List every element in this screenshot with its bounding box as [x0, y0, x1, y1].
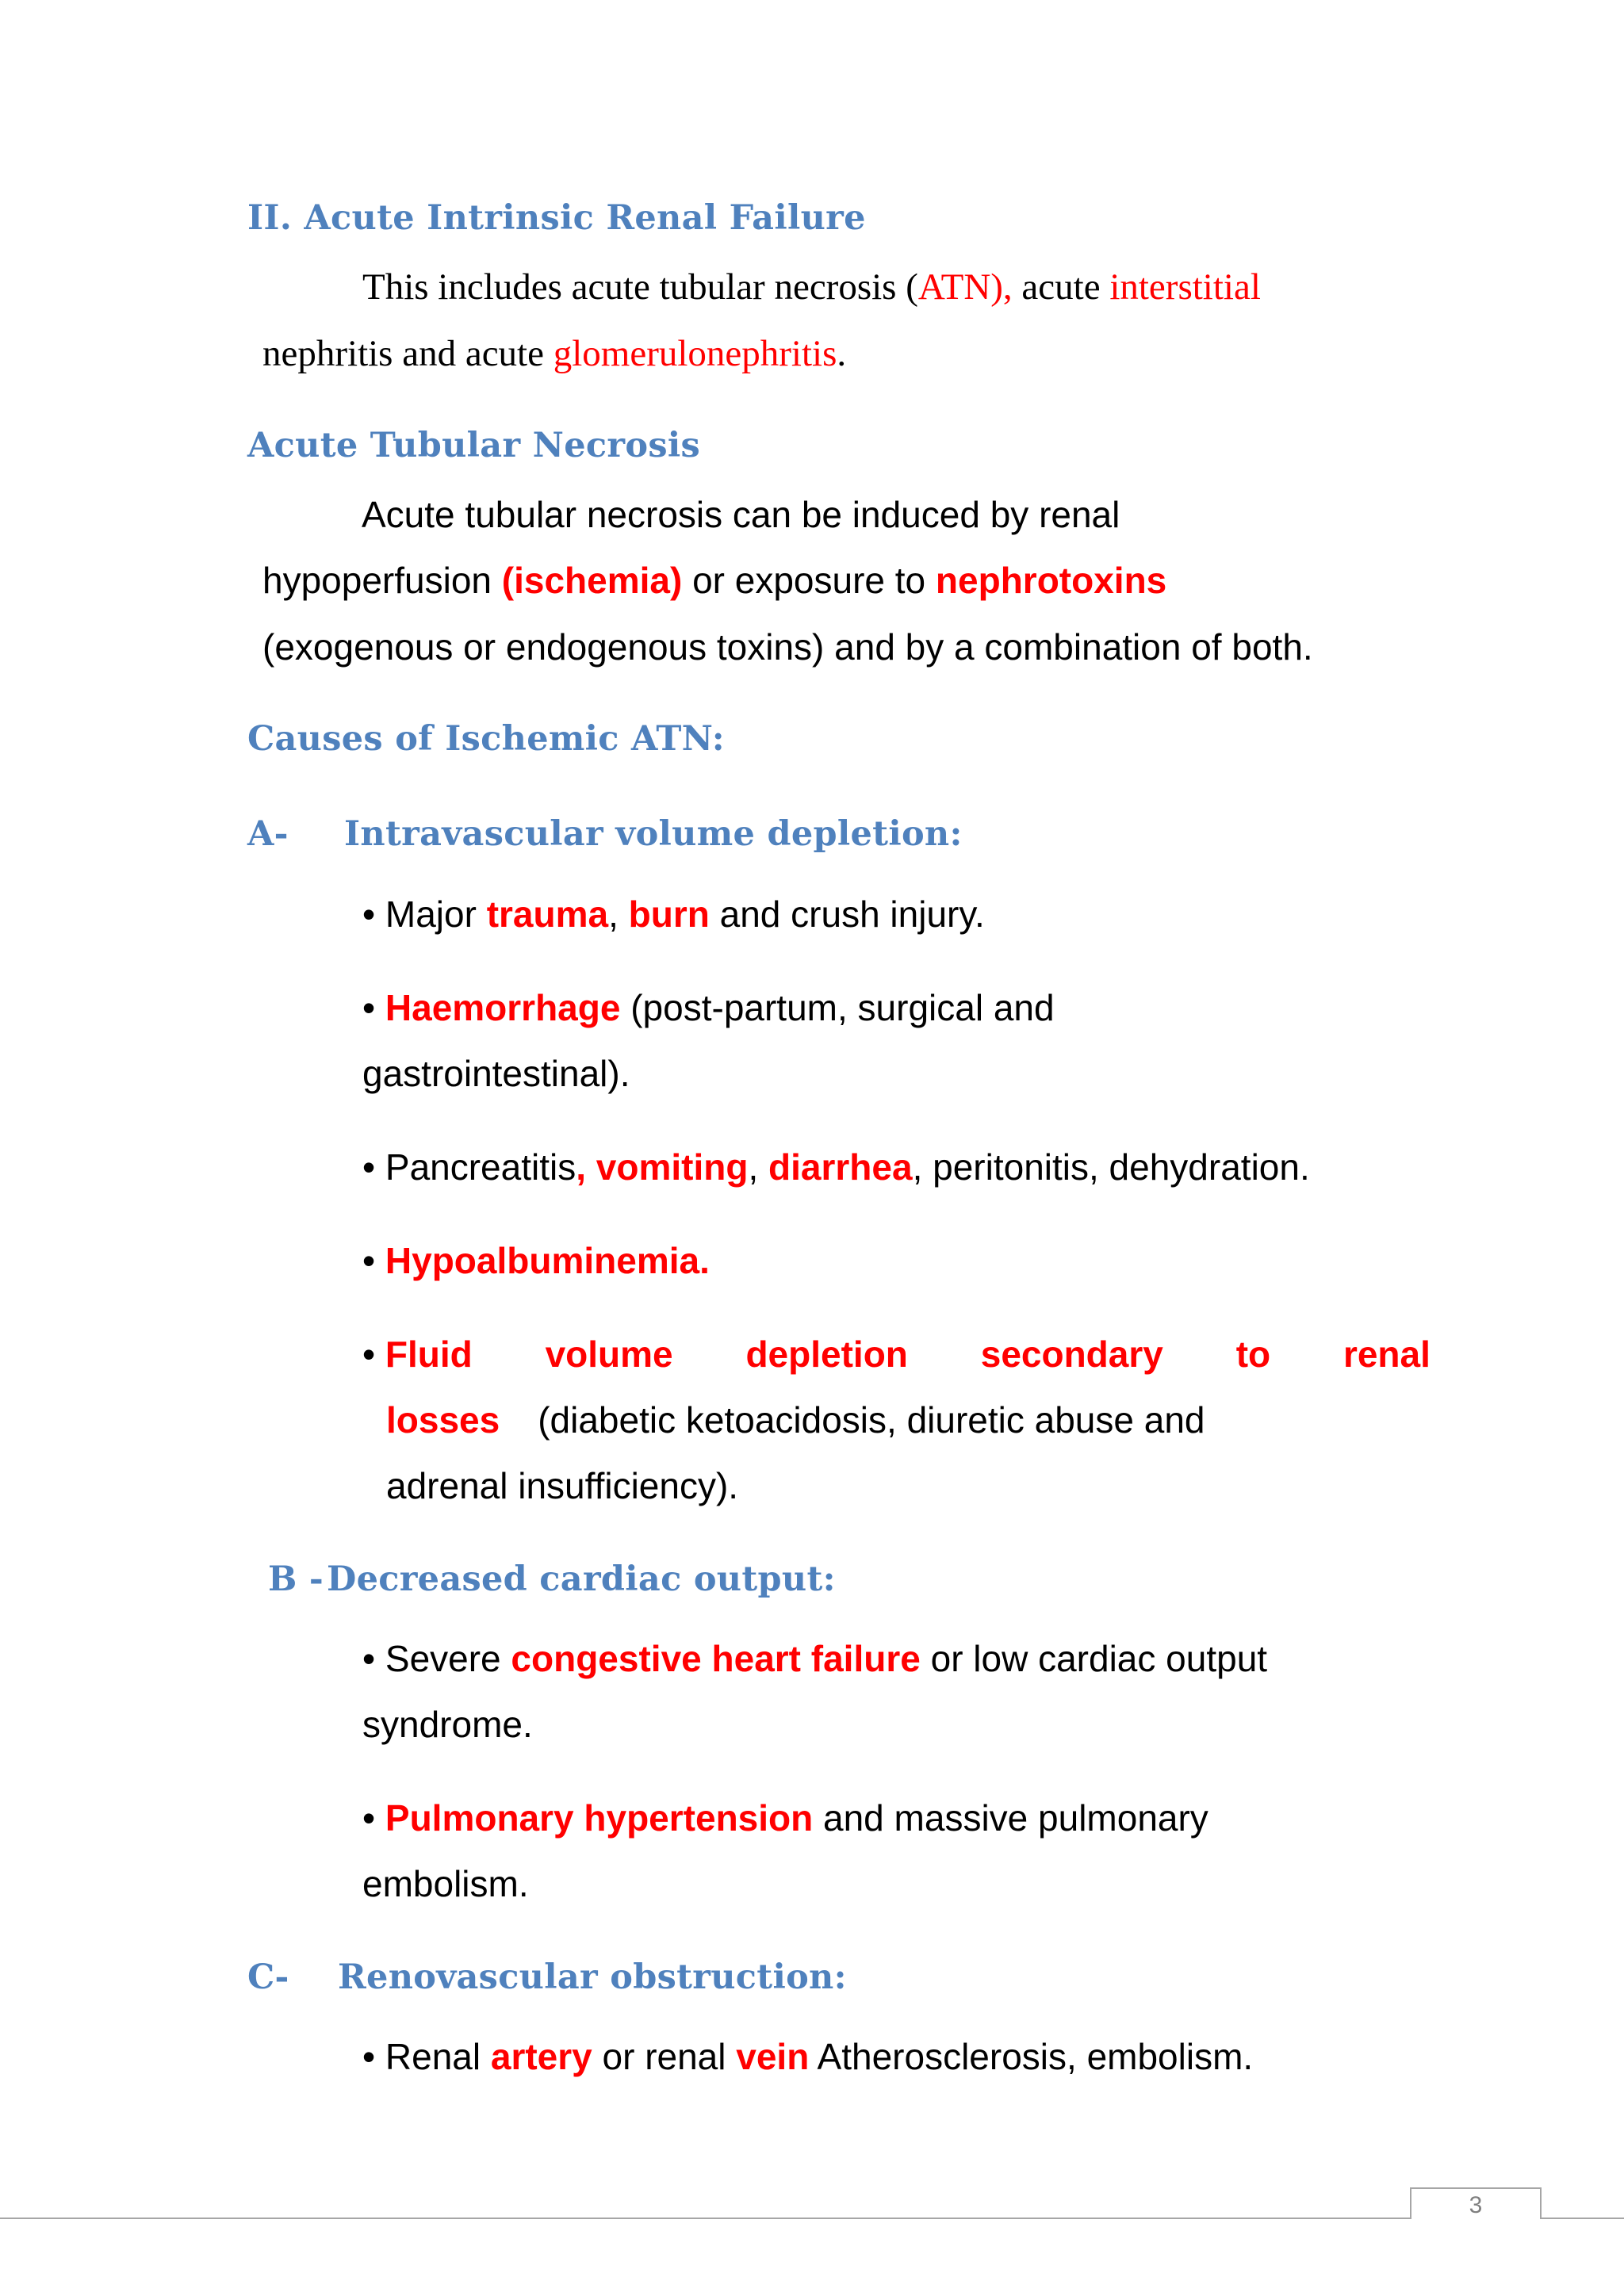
list-item-continuation: syndrome. [362, 1704, 533, 1745]
list-item-continuation: gastrointestinal). [362, 1053, 630, 1094]
section-c-letter: C- [247, 1957, 289, 1997]
page-number: 3 [1469, 2192, 1483, 2218]
atn-line-2: hypoperfusion (ischemia) or exposure to nephrotoxins [262, 560, 1167, 601]
list-item: • Pulmonary hypertension and massive pulmonary [362, 1797, 1208, 1839]
bullet-icon: • [362, 1146, 376, 1188]
bullet-icon: • [362, 1638, 376, 1679]
list-item: • Major trauma, burn and crush injury. [362, 894, 985, 935]
intro-line-2: nephritis and acute glomerulonephritis. [262, 333, 847, 374]
list-item-continuation: adrenal insufficiency). [386, 1465, 739, 1506]
list-item: • Renal artery or renal vein Atherosclerosis, embolism. [362, 2036, 1254, 2077]
bullet-icon: • [362, 1334, 376, 1375]
atn-heading: Acute Tubular Necrosis [247, 426, 700, 465]
section-a-letter: A- [247, 814, 289, 854]
footer-rule [0, 2218, 1624, 2219]
page-number-box [1410, 2187, 1542, 2219]
atn-line-1: Acute tubular necrosis can be induced by renal [362, 494, 1120, 535]
list-item-continuation: losses (diabetic ketoacidosis, diuretic abuse and [386, 1399, 1205, 1441]
section-title: II. Acute Intrinsic Renal Failure [247, 198, 866, 238]
section-c-title: Renovascular obstruction: [338, 1957, 847, 1997]
bullet-icon: • [362, 1240, 376, 1281]
bullet-icon: • [362, 2036, 376, 2077]
causes-heading: Causes of Ischemic ATN: [247, 719, 725, 759]
list-item: • Hypoalbuminemia. [362, 1240, 710, 1281]
list-item: • Pancreatitis, vomiting, diarrhea, peritonitis, dehydration. [362, 1146, 1310, 1188]
intro-line-1: This includes acute tubular necrosis (ATN), acute interstitial [362, 266, 1261, 308]
bullet-icon: • [362, 987, 376, 1028]
bullet-icon: • [362, 894, 376, 935]
list-item-continuation: embolism. [362, 1863, 529, 1904]
list-item: • Severe congestive heart failure or low cardiac output [362, 1638, 1268, 1679]
section-b-title: Decreased cardiac output: [327, 1559, 836, 1599]
justified-words: Fluid volume depletion secondary to renal [385, 1334, 1431, 1375]
section-b-letter: B - [268, 1559, 324, 1599]
bullet-icon: • [362, 1797, 376, 1839]
list-item: • Haemorrhage (post-partum, surgical and [362, 987, 1055, 1028]
section-a-title: Intravascular volume depletion: [344, 814, 963, 854]
list-item [362, 1333, 1431, 1376]
atn-line-3: (exogenous or endogenous toxins) and by a combination of both. [262, 626, 1313, 668]
